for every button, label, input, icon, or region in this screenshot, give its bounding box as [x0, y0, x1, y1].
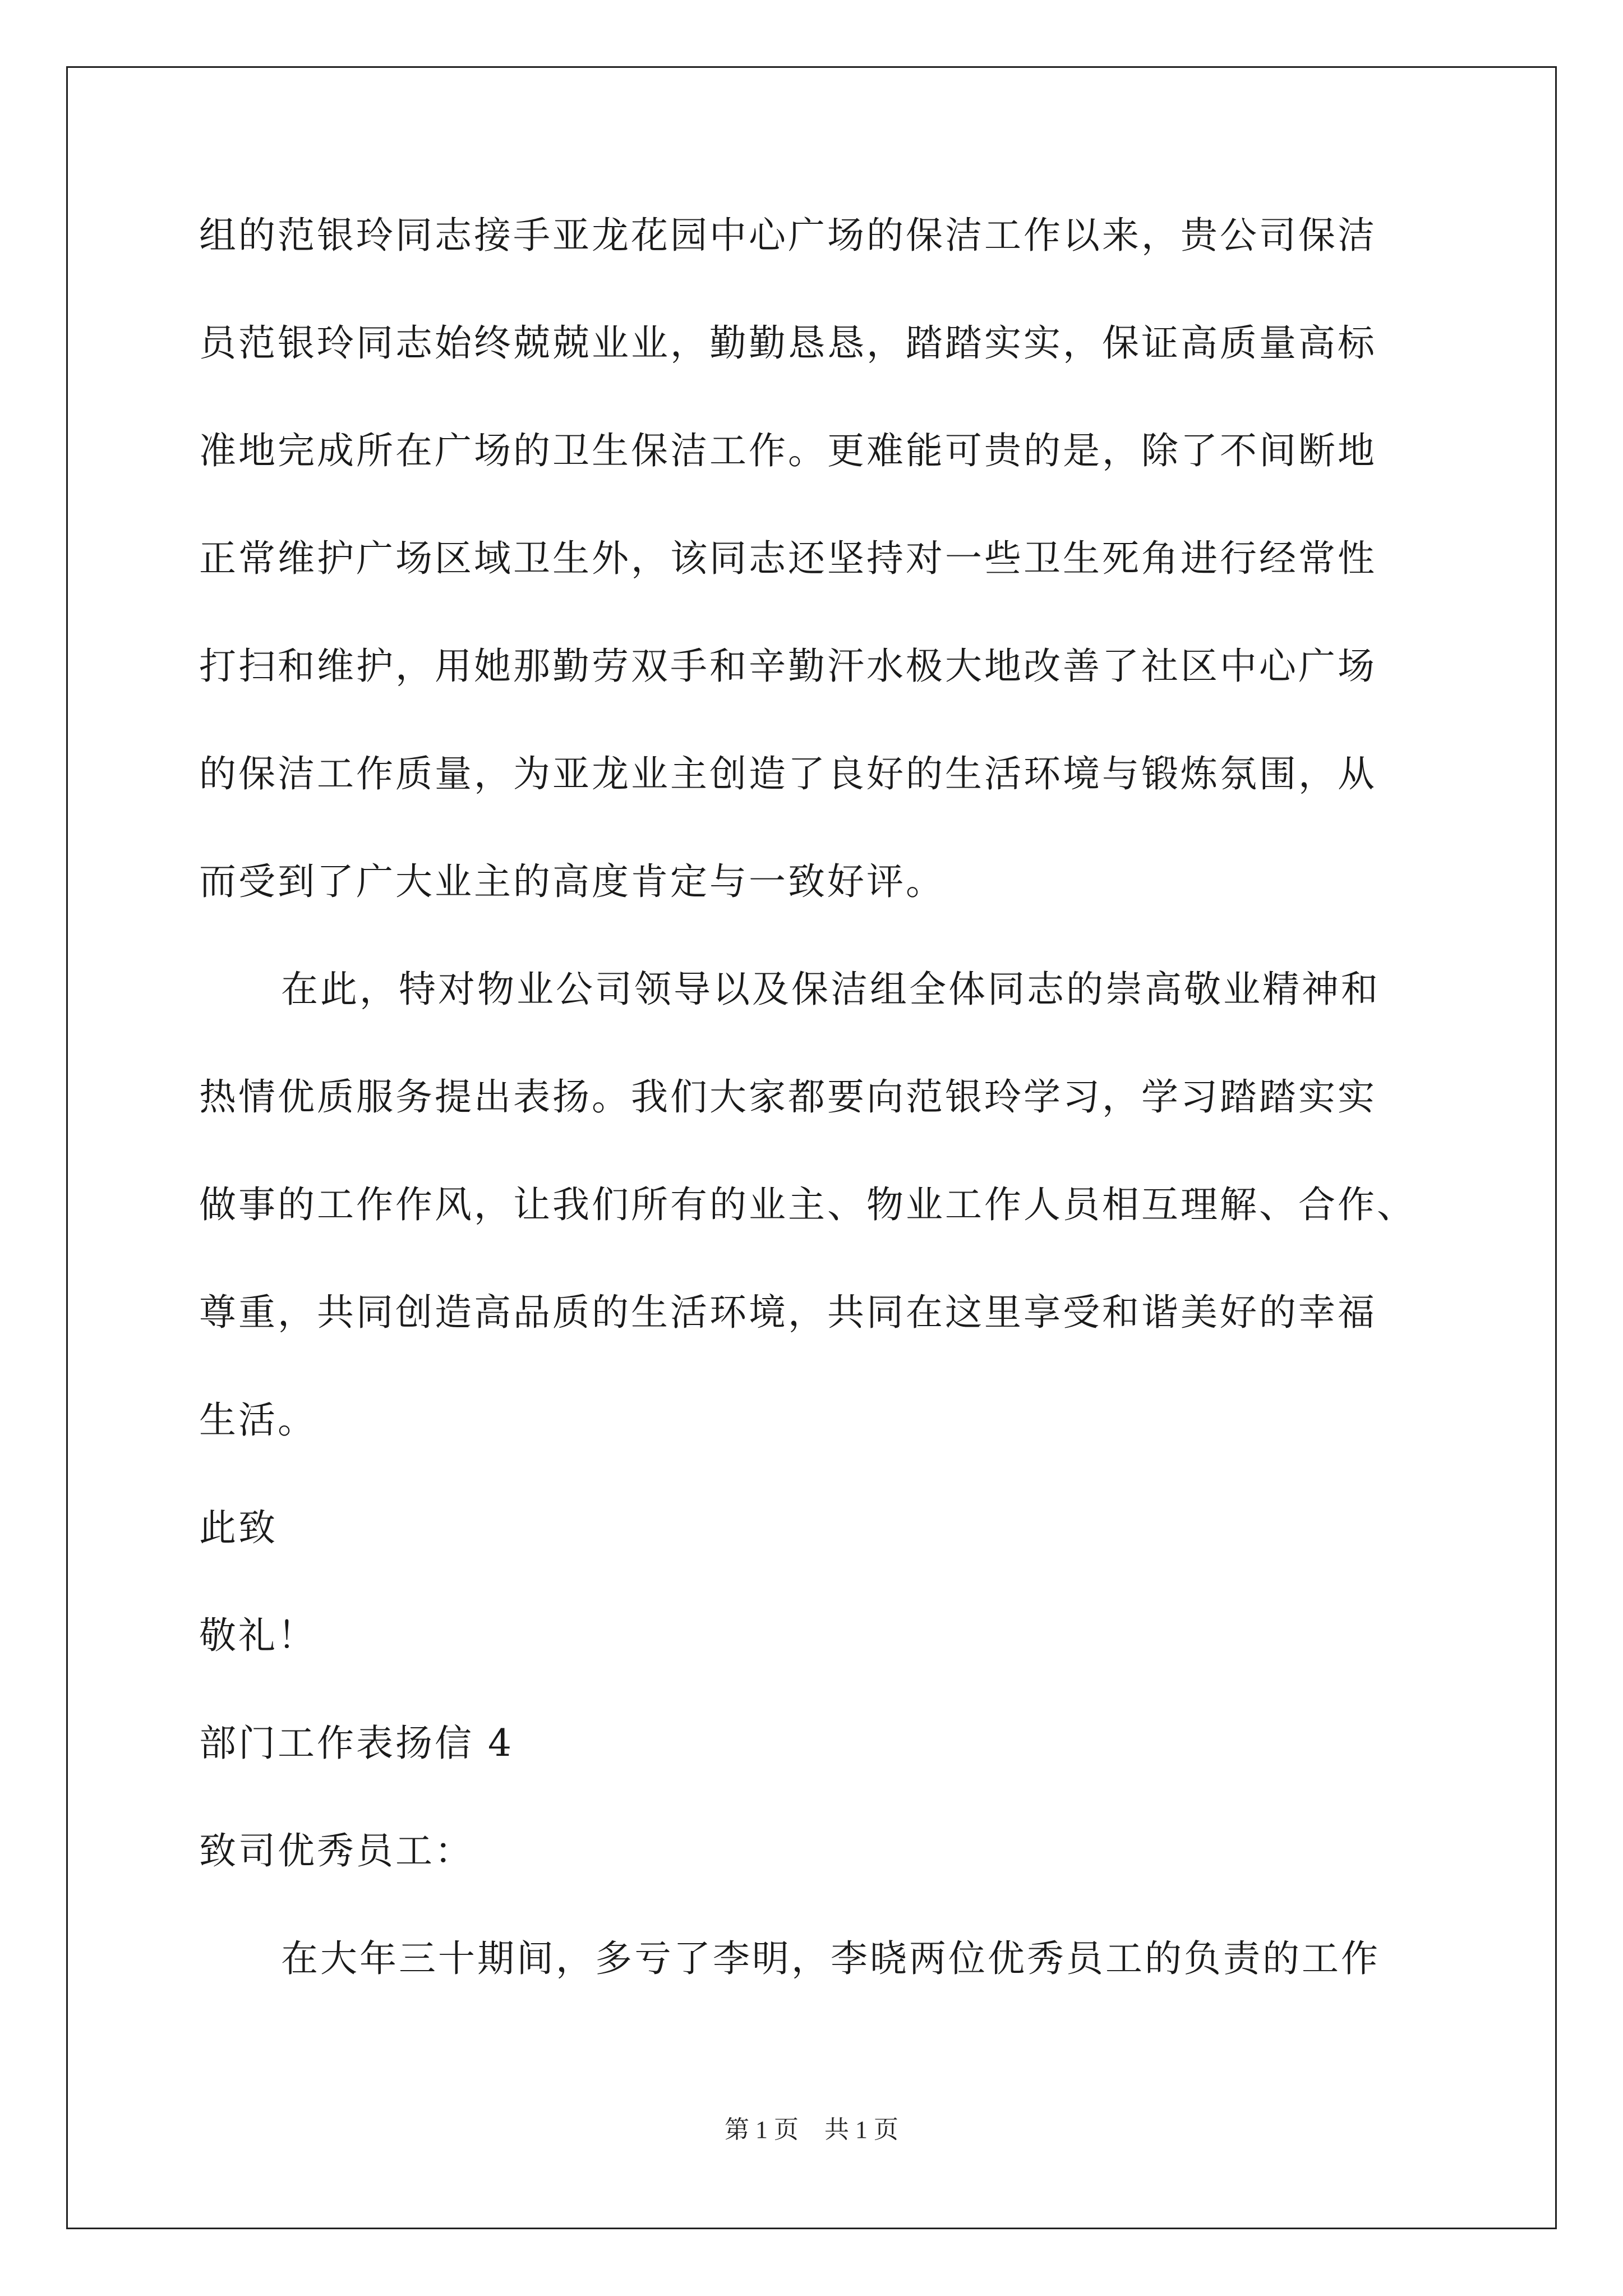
- body-line: 热情优质服务提出表扬。我们大家都要向范银玲学习，学习踏踏实实: [199, 1075, 1377, 1119]
- page-footer: [0, 2109, 1623, 2145]
- page-total: 共 1 页: [824, 2116, 898, 2143]
- body-line: 的保洁工作质量，为亚龙业主创造了良好的生活环境与锻炼氛围，从: [199, 752, 1377, 795]
- body-line: 打扫和维护，用她那勤劳双手和辛勤汗水极大地改善了社区中心广场: [199, 645, 1377, 688]
- paragraph-start-line: 在此，特对物业公司领导以及保洁组全体同志的崇高敬业精神和: [281, 968, 1380, 1011]
- closing-salutation: 此致: [199, 1506, 278, 1549]
- page-number: 第 1 页: [725, 2116, 799, 2143]
- body-line: 生活。: [199, 1398, 317, 1442]
- body-line: 做事的工作作风，让我们所有的业主、物业工作人员相互理解、合作、: [199, 1183, 1416, 1226]
- closing-regards: 敬礼！: [199, 1614, 317, 1657]
- paragraph-start-line: 在大年三十期间，多亏了李明，李晓两位优秀员工的负责的工作: [281, 1937, 1380, 1980]
- body-line: 员范银玲同志始终兢兢业业，勤勤恳恳，踏踏实实，保证高质量高标: [199, 321, 1377, 365]
- body-line: 尊重，共同创造高品质的生活环境，共同在这里享受和谐美好的幸福: [199, 1291, 1377, 1334]
- body-line: 准地完成所在广场的卫生保洁工作。更难能可贵的是，除了不间断地: [199, 429, 1377, 472]
- document-body: [199, 205, 1444, 2036]
- body-line: 正常维护广场区域卫生外，该同志还坚持对一些卫生死角进行经常性: [199, 537, 1377, 580]
- body-line: 而受到了广大业主的高度肯定与一致好评。: [199, 860, 945, 903]
- letter-salutation: 致司优秀员工：: [199, 1829, 474, 1872]
- body-line: 组的范银玲同志接手亚龙花园中心广场的保洁工作以来，贵公司保洁: [199, 214, 1377, 257]
- section-title: 部门工作表扬信 4: [199, 1722, 514, 1765]
